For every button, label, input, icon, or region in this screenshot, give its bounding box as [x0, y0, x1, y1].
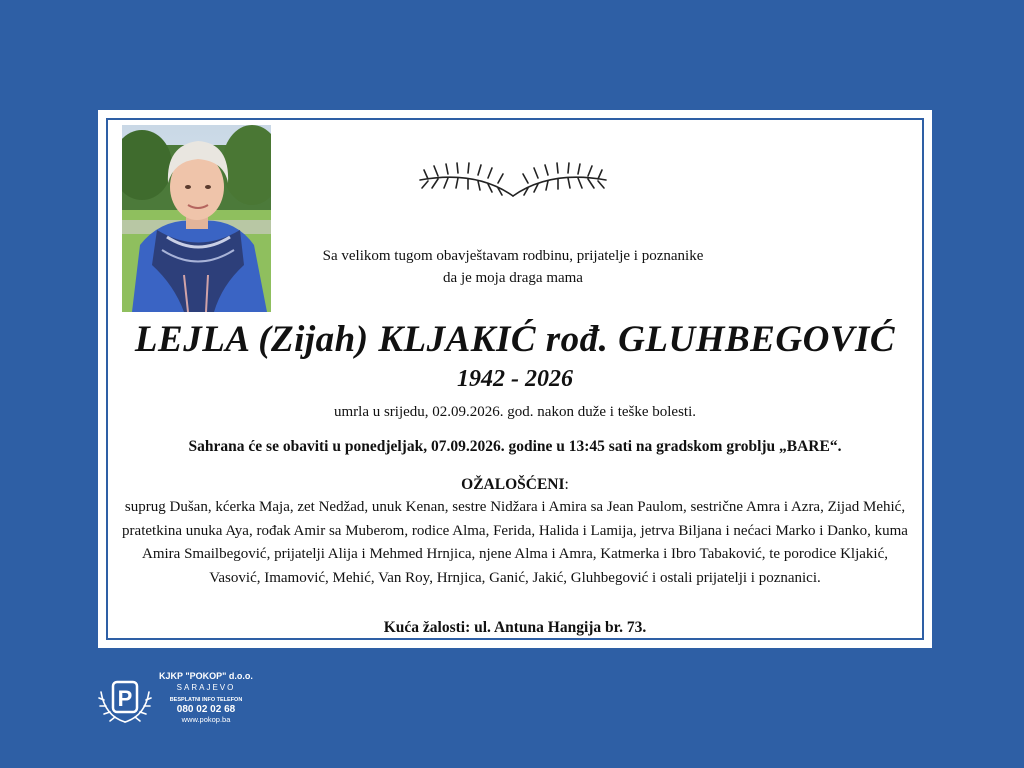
- portrait-photo: [122, 125, 271, 312]
- logo-letter: P: [117, 686, 133, 711]
- phone-label: BESPLATNI INFO TELEFON: [169, 697, 243, 703]
- mourners-list: suprug Dušan, kćerka Maja, zet Nedžad, unuk Kenan, sestre Nidžara i Amira sa Jean Paulom, sestrične Amra i Azra, Zijad Mehić, pratetkina unuka Aya, rođak Amir sa Muberom, rodice Alma, Ferida, Halida i Lamija, jetrva Biljana i nećaci Marko i Danko, kuma Amira Smailbegović, prijatelji Alija i Mehmed Hrnjica, njene Alma i Amra, Katmerka i Ibro Tabaković, te porodice Kljakić, Vasović, Imamović, Mehić, Van Roy, Hrnjica, Ganić, Jakić, Gluhbegović i ostali prijatelji i poznanici.: [122, 499, 908, 586]
- company-city: SARAJEVO: [176, 683, 236, 692]
- company-website[interactable]: www.pokop.ba: [181, 715, 231, 724]
- deceased-name: LEJLA (Zijah) KLJAKIĆ rođ. GLUHBEGOVIĆ: [134, 319, 896, 360]
- obituary-card: [98, 110, 932, 648]
- death-details: umrla u srijedu, 02.09.2026. god. nakon duže i teške bolesti.: [333, 404, 697, 420]
- mourners-colon: :: [564, 476, 569, 493]
- life-years: 1942 - 2026: [457, 366, 573, 392]
- company-phone[interactable]: 080 02 02 68: [176, 704, 236, 715]
- palm-branches-icon: [416, 156, 610, 204]
- pokop-logo-icon: [97, 672, 153, 728]
- company-info: [156, 671, 256, 725]
- mourning-address: Kuća žalosti: ul. Antuna Hangija br. 73.: [383, 619, 647, 636]
- mourners-title: OŽALOŠĆENI: [461, 476, 565, 493]
- funeral-details: Sahrana će se obaviti u ponedjeljak, 07.09.2026. godine u 13:45 sati na gradskom groblju „BARE“.: [188, 438, 842, 455]
- mourners-heading: [98, 476, 932, 494]
- intro-text: Sa velikom tugom obavještavam rodbinu, prijatelje i poznanike da je moja draga mama: [322, 248, 704, 286]
- company-name: KJKP "POKOP" d.o.o.: [159, 671, 253, 681]
